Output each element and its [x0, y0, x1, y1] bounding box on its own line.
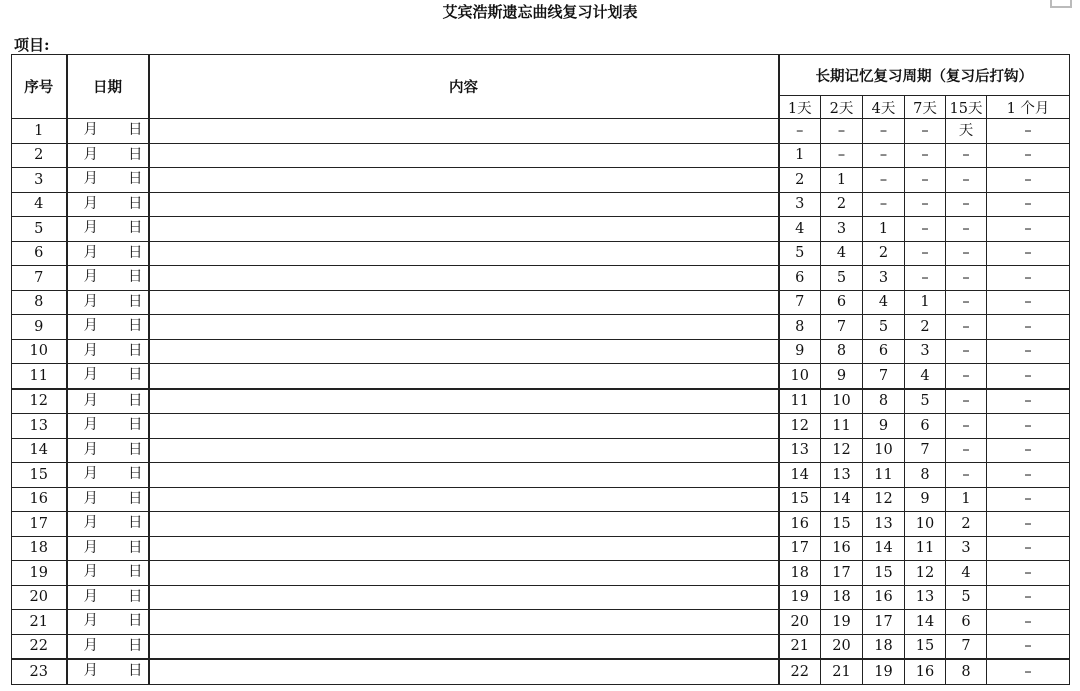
- review-check-cell[interactable]: –: [905, 143, 946, 168]
- review-check-cell[interactable]: 19: [779, 585, 821, 610]
- review-check-cell[interactable]: –: [946, 315, 987, 340]
- review-check-cell[interactable]: 16: [905, 659, 946, 684]
- content-field[interactable]: [149, 389, 779, 414]
- month-label: 月: [83, 392, 98, 409]
- review-check-cell[interactable]: 6: [863, 339, 905, 364]
- row-index: 17: [12, 512, 67, 537]
- review-check-cell[interactable]: 9: [779, 339, 821, 364]
- content-field[interactable]: [149, 414, 779, 439]
- day-label: 日: [128, 490, 143, 507]
- header-content: 内容: [149, 55, 779, 119]
- day-label: 日: [128, 122, 143, 138]
- content-field[interactable]: [149, 168, 779, 193]
- review-check-cell[interactable]: 4: [821, 241, 863, 266]
- header-date: 日期: [67, 55, 149, 119]
- content-field[interactable]: [149, 463, 779, 488]
- table-row: [12, 463, 1070, 488]
- review-check-cell[interactable]: 5: [863, 315, 905, 340]
- review-check-cell[interactable]: –: [987, 389, 1070, 414]
- day-label: 日: [128, 171, 143, 187]
- review-check-cell[interactable]: 3: [905, 339, 946, 364]
- review-check-cell[interactable]: 12: [863, 487, 905, 512]
- row-index: 9: [12, 315, 67, 340]
- review-check-cell[interactable]: –: [987, 414, 1070, 439]
- review-check-cell[interactable]: –: [987, 438, 1070, 463]
- review-check-cell[interactable]: –: [946, 168, 987, 193]
- date-field[interactable]: [67, 290, 149, 315]
- review-check-cell[interactable]: –: [987, 659, 1070, 684]
- review-check-cell[interactable]: 19: [821, 610, 863, 635]
- content-field[interactable]: [149, 585, 779, 610]
- content-field[interactable]: [149, 561, 779, 586]
- month-label: 月: [83, 293, 98, 310]
- table-row: [12, 659, 1070, 684]
- review-check-cell[interactable]: –: [987, 168, 1070, 193]
- review-plan-table: [11, 54, 1070, 685]
- review-check-cell[interactable]: 6: [821, 290, 863, 315]
- review-check-cell[interactable]: 14: [905, 610, 946, 635]
- review-check-cell[interactable]: 21: [821, 659, 863, 684]
- date-field[interactable]: [67, 315, 149, 340]
- table-row: [12, 438, 1070, 463]
- review-check-cell[interactable]: 8: [863, 389, 905, 414]
- date-field[interactable]: [67, 168, 149, 193]
- review-check-cell[interactable]: –: [779, 119, 821, 144]
- table-row: [12, 192, 1070, 217]
- review-check-cell[interactable]: 7: [821, 315, 863, 340]
- month-label: 月: [83, 220, 98, 236]
- month-label: 月: [83, 564, 98, 580]
- date-field[interactable]: [67, 364, 149, 389]
- header-review-col: 1天: [779, 96, 821, 119]
- review-check-cell[interactable]: –: [905, 119, 946, 144]
- content-field[interactable]: [149, 192, 779, 217]
- month-label: 月: [83, 367, 98, 383]
- review-check-cell[interactable]: 12: [905, 561, 946, 586]
- review-check-cell[interactable]: 6: [946, 610, 987, 635]
- month-label: 月: [83, 269, 98, 285]
- row-index: 5: [12, 217, 67, 242]
- row-index: 23: [12, 659, 67, 684]
- review-check-cell[interactable]: –: [987, 364, 1070, 389]
- row-index: 4: [12, 192, 67, 217]
- content-field[interactable]: [149, 217, 779, 242]
- review-check-cell[interactable]: –: [905, 266, 946, 291]
- table-row: [12, 217, 1070, 242]
- review-check-cell[interactable]: –: [946, 463, 987, 488]
- review-check-cell[interactable]: 2: [821, 192, 863, 217]
- review-check-cell[interactable]: –: [987, 315, 1070, 340]
- day-label: 日: [128, 663, 143, 679]
- review-check-cell[interactable]: 11: [821, 414, 863, 439]
- review-check-cell[interactable]: 4: [863, 290, 905, 315]
- review-check-cell[interactable]: 8: [779, 315, 821, 340]
- month-label: 月: [83, 244, 98, 261]
- review-check-cell[interactable]: 1: [821, 168, 863, 193]
- day-label: 日: [128, 417, 143, 433]
- table-row: [12, 290, 1070, 315]
- date-field[interactable]: [67, 119, 149, 144]
- review-check-cell[interactable]: 2: [779, 168, 821, 193]
- row-index: 22: [12, 634, 67, 659]
- day-label: 日: [128, 293, 143, 310]
- review-check-cell[interactable]: 1: [779, 143, 821, 168]
- review-check-cell[interactable]: 16: [779, 512, 821, 537]
- day-label: 日: [128, 539, 143, 556]
- row-index: 11: [12, 364, 67, 389]
- review-check-cell[interactable]: –: [987, 119, 1070, 144]
- date-field[interactable]: [67, 241, 149, 266]
- review-check-cell[interactable]: –: [946, 414, 987, 439]
- review-check-cell[interactable]: 5: [779, 241, 821, 266]
- day-label: 日: [128, 146, 143, 163]
- month-label: 月: [83, 637, 98, 654]
- review-check-cell[interactable]: 15: [863, 561, 905, 586]
- review-check-cell[interactable]: 18: [779, 561, 821, 586]
- review-check-cell[interactable]: 6: [779, 266, 821, 291]
- content-field[interactable]: [149, 512, 779, 537]
- content-field[interactable]: [149, 266, 779, 291]
- review-check-cell[interactable]: –: [905, 168, 946, 193]
- review-check-cell[interactable]: 9: [821, 364, 863, 389]
- review-check-cell[interactable]: 6: [905, 414, 946, 439]
- review-check-cell[interactable]: 11: [863, 463, 905, 488]
- month-label: 月: [83, 171, 98, 187]
- review-check-cell[interactable]: 7: [905, 438, 946, 463]
- date-field[interactable]: [67, 192, 149, 217]
- day-label: 日: [128, 367, 143, 383]
- review-check-cell[interactable]: 11: [905, 536, 946, 561]
- date-field[interactable]: [67, 266, 149, 291]
- review-check-cell[interactable]: 7: [863, 364, 905, 389]
- day-label: 日: [128, 220, 143, 236]
- review-check-cell[interactable]: –: [863, 168, 905, 193]
- date-field[interactable]: [67, 634, 149, 659]
- review-check-cell[interactable]: –: [946, 364, 987, 389]
- day-label: 日: [128, 269, 143, 285]
- header-review-group: 长期记忆复习周期（复习后打钩）: [779, 55, 1070, 96]
- review-check-cell[interactable]: 10: [821, 389, 863, 414]
- day-label: 日: [128, 613, 143, 629]
- review-check-cell[interactable]: –: [987, 339, 1070, 364]
- day-label: 日: [128, 564, 143, 580]
- row-index: 13: [12, 414, 67, 439]
- review-check-cell[interactable]: 20: [821, 634, 863, 659]
- review-check-cell[interactable]: 4: [779, 217, 821, 242]
- month-label: 月: [83, 122, 98, 138]
- review-check-cell[interactable]: –: [821, 119, 863, 144]
- date-field[interactable]: [67, 438, 149, 463]
- date-field[interactable]: [67, 610, 149, 635]
- month-label: 月: [83, 663, 98, 679]
- review-check-cell[interactable]: 15: [779, 487, 821, 512]
- header-review-col: 15天: [946, 96, 987, 119]
- review-check-cell[interactable]: –: [987, 290, 1070, 315]
- review-check-cell[interactable]: 8: [946, 659, 987, 684]
- row-index: 2: [12, 143, 67, 168]
- review-check-cell[interactable]: 10: [779, 364, 821, 389]
- month-label: 月: [83, 417, 98, 433]
- review-check-cell[interactable]: 12: [779, 414, 821, 439]
- row-index: 18: [12, 536, 67, 561]
- table-row: [12, 487, 1070, 512]
- content-field[interactable]: [149, 143, 779, 168]
- review-check-cell[interactable]: –: [863, 192, 905, 217]
- review-check-cell[interactable]: –: [987, 241, 1070, 266]
- content-field[interactable]: [149, 241, 779, 266]
- header-review-col: 4天: [863, 96, 905, 119]
- day-label: 日: [128, 466, 143, 482]
- review-check-cell[interactable]: 5: [905, 389, 946, 414]
- row-index: 12: [12, 389, 67, 414]
- review-check-cell[interactable]: –: [987, 217, 1070, 242]
- review-check-cell[interactable]: 13: [779, 438, 821, 463]
- row-index: 1: [12, 119, 67, 144]
- month-label: 月: [83, 146, 98, 163]
- day-label: 日: [128, 392, 143, 409]
- row-index: 16: [12, 487, 67, 512]
- row-index: 21: [12, 610, 67, 635]
- review-check-cell[interactable]: 5: [946, 585, 987, 610]
- row-index: 7: [12, 266, 67, 291]
- row-index: 15: [12, 463, 67, 488]
- review-check-cell[interactable]: –: [863, 119, 905, 144]
- table-row: [12, 561, 1070, 586]
- date-field[interactable]: [67, 659, 149, 684]
- row-index: 10: [12, 339, 67, 364]
- content-field[interactable]: [149, 339, 779, 364]
- day-label: 日: [128, 195, 143, 212]
- review-check-cell[interactable]: 9: [863, 414, 905, 439]
- day-label: 日: [128, 318, 143, 334]
- header-review-col: 1 个月: [987, 96, 1070, 119]
- review-check-cell[interactable]: 3: [863, 266, 905, 291]
- review-check-cell[interactable]: –: [905, 241, 946, 266]
- date-field[interactable]: [67, 561, 149, 586]
- review-check-cell[interactable]: –: [946, 266, 987, 291]
- date-field[interactable]: [67, 389, 149, 414]
- row-index: 19: [12, 561, 67, 586]
- content-field[interactable]: [149, 315, 779, 340]
- page-title: 艾宾浩斯遗忘曲线复习计划表: [442, 3, 638, 21]
- table-row: [12, 536, 1070, 561]
- date-field[interactable]: [67, 414, 149, 439]
- day-label: 日: [128, 244, 143, 261]
- content-field[interactable]: [149, 659, 779, 684]
- content-field[interactable]: [149, 487, 779, 512]
- review-check-cell[interactable]: –: [946, 339, 987, 364]
- date-field[interactable]: [67, 585, 149, 610]
- table-row: [12, 364, 1070, 389]
- review-check-cell[interactable]: 18: [821, 585, 863, 610]
- date-field[interactable]: [67, 217, 149, 242]
- content-field[interactable]: [149, 634, 779, 659]
- header-index: 序号: [12, 55, 67, 119]
- review-check-cell[interactable]: –: [946, 192, 987, 217]
- day-label: 日: [128, 515, 143, 531]
- review-check-cell[interactable]: –: [987, 585, 1070, 610]
- review-check-cell[interactable]: 10: [905, 512, 946, 537]
- date-field[interactable]: [67, 143, 149, 168]
- month-label: 月: [83, 613, 98, 629]
- row-index: 20: [12, 585, 67, 610]
- review-check-cell[interactable]: –: [987, 512, 1070, 537]
- review-check-cell[interactable]: 14: [779, 463, 821, 488]
- day-label: 日: [128, 342, 143, 359]
- review-check-cell[interactable]: –: [946, 217, 987, 242]
- review-check-cell[interactable]: 15: [821, 512, 863, 537]
- review-check-cell[interactable]: –: [946, 389, 987, 414]
- month-label: 月: [83, 441, 98, 458]
- review-check-cell[interactable]: –: [987, 266, 1070, 291]
- review-check-cell[interactable]: 3: [821, 217, 863, 242]
- review-check-cell[interactable]: 12: [821, 438, 863, 463]
- month-label: 月: [83, 195, 98, 212]
- review-check-cell[interactable]: 20: [779, 610, 821, 635]
- review-check-cell[interactable]: 2: [863, 241, 905, 266]
- month-label: 月: [83, 318, 98, 334]
- review-check-cell[interactable]: 16: [863, 585, 905, 610]
- review-check-cell[interactable]: 8: [821, 339, 863, 364]
- review-check-cell[interactable]: –: [987, 143, 1070, 168]
- row-index: 14: [12, 438, 67, 463]
- review-check-cell[interactable]: –: [946, 438, 987, 463]
- review-check-cell[interactable]: 15: [905, 634, 946, 659]
- review-check-cell[interactable]: 21: [779, 634, 821, 659]
- review-check-cell[interactable]: 1: [946, 487, 987, 512]
- review-check-cell[interactable]: 3: [946, 536, 987, 561]
- review-check-cell[interactable]: –: [905, 192, 946, 217]
- table-row: [12, 389, 1070, 414]
- review-check-cell[interactable]: 7: [946, 634, 987, 659]
- project-label: 项目:: [14, 36, 50, 54]
- month-label: 月: [83, 466, 98, 482]
- review-check-cell[interactable]: 17: [779, 536, 821, 561]
- month-label: 月: [83, 539, 98, 556]
- table-row: [12, 512, 1070, 537]
- review-check-cell[interactable]: –: [905, 217, 946, 242]
- review-check-cell[interactable]: 13: [905, 585, 946, 610]
- review-check-cell[interactable]: 22: [779, 659, 821, 684]
- review-check-cell[interactable]: 17: [863, 610, 905, 635]
- review-check-cell[interactable]: –: [946, 241, 987, 266]
- review-check-cell[interactable]: 14: [821, 487, 863, 512]
- content-field[interactable]: [149, 438, 779, 463]
- review-check-cell[interactable]: 9: [905, 487, 946, 512]
- review-check-cell[interactable]: 5: [821, 266, 863, 291]
- table-row: [12, 610, 1070, 635]
- review-check-cell[interactable]: 8: [905, 463, 946, 488]
- month-label: 月: [83, 515, 98, 531]
- content-field[interactable]: [149, 290, 779, 315]
- review-check-cell[interactable]: –: [946, 143, 987, 168]
- review-check-cell[interactable]: –: [987, 463, 1070, 488]
- table-row: [12, 585, 1070, 610]
- review-check-cell[interactable]: –: [946, 290, 987, 315]
- review-check-cell[interactable]: 4: [905, 364, 946, 389]
- header-review-col: 7天: [905, 96, 946, 119]
- day-label: 日: [128, 588, 143, 605]
- content-field[interactable]: [149, 119, 779, 144]
- content-field[interactable]: [149, 364, 779, 389]
- date-field[interactable]: [67, 463, 149, 488]
- table-row: [12, 634, 1070, 659]
- table-row: [12, 143, 1070, 168]
- day-label: 日: [128, 637, 143, 654]
- review-check-cell[interactable]: –: [987, 192, 1070, 217]
- review-check-cell[interactable]: 3: [779, 192, 821, 217]
- row-index: 6: [12, 241, 67, 266]
- review-check-cell[interactable]: –: [987, 536, 1070, 561]
- review-check-cell[interactable]: 2: [946, 512, 987, 537]
- table-row: [12, 241, 1070, 266]
- month-label: 月: [83, 342, 98, 359]
- table-row: [12, 168, 1070, 193]
- review-check-cell[interactable]: 16: [821, 536, 863, 561]
- review-check-cell[interactable]: 17: [821, 561, 863, 586]
- review-check-cell[interactable]: –: [987, 610, 1070, 635]
- review-check-cell[interactable]: 11: [779, 389, 821, 414]
- table-row: [12, 315, 1070, 340]
- review-check-cell[interactable]: 1: [863, 217, 905, 242]
- review-check-cell[interactable]: 2: [905, 315, 946, 340]
- table-row: [12, 414, 1070, 439]
- row-index: 3: [12, 168, 67, 193]
- row-index: 8: [12, 290, 67, 315]
- review-check-cell[interactable]: 1: [905, 290, 946, 315]
- review-check-cell[interactable]: 14: [863, 536, 905, 561]
- date-field[interactable]: [67, 487, 149, 512]
- date-field[interactable]: [67, 339, 149, 364]
- review-check-cell[interactable]: 13: [863, 512, 905, 537]
- header-review-col: 2天: [821, 96, 863, 119]
- date-field[interactable]: [67, 512, 149, 537]
- table-row: [12, 119, 1070, 144]
- review-check-cell[interactable]: 4: [946, 561, 987, 586]
- content-field[interactable]: [149, 536, 779, 561]
- review-check-cell[interactable]: –: [821, 143, 863, 168]
- review-check-cell[interactable]: 18: [863, 634, 905, 659]
- month-label: 月: [83, 588, 98, 605]
- review-check-cell[interactable]: 7: [779, 290, 821, 315]
- content-field[interactable]: [149, 610, 779, 635]
- review-check-cell[interactable]: –: [987, 634, 1070, 659]
- review-check-cell[interactable]: –: [863, 143, 905, 168]
- review-check-cell[interactable]: 10: [863, 438, 905, 463]
- review-check-cell[interactable]: 19: [863, 659, 905, 684]
- review-check-cell[interactable]: 天: [946, 119, 987, 144]
- table-row: [12, 339, 1070, 364]
- date-field[interactable]: [67, 536, 149, 561]
- month-label: 月: [83, 490, 98, 507]
- review-check-cell[interactable]: –: [987, 487, 1070, 512]
- day-label: 日: [128, 441, 143, 458]
- review-check-cell[interactable]: 13: [821, 463, 863, 488]
- table-row: [12, 266, 1070, 291]
- review-check-cell[interactable]: –: [987, 561, 1070, 586]
